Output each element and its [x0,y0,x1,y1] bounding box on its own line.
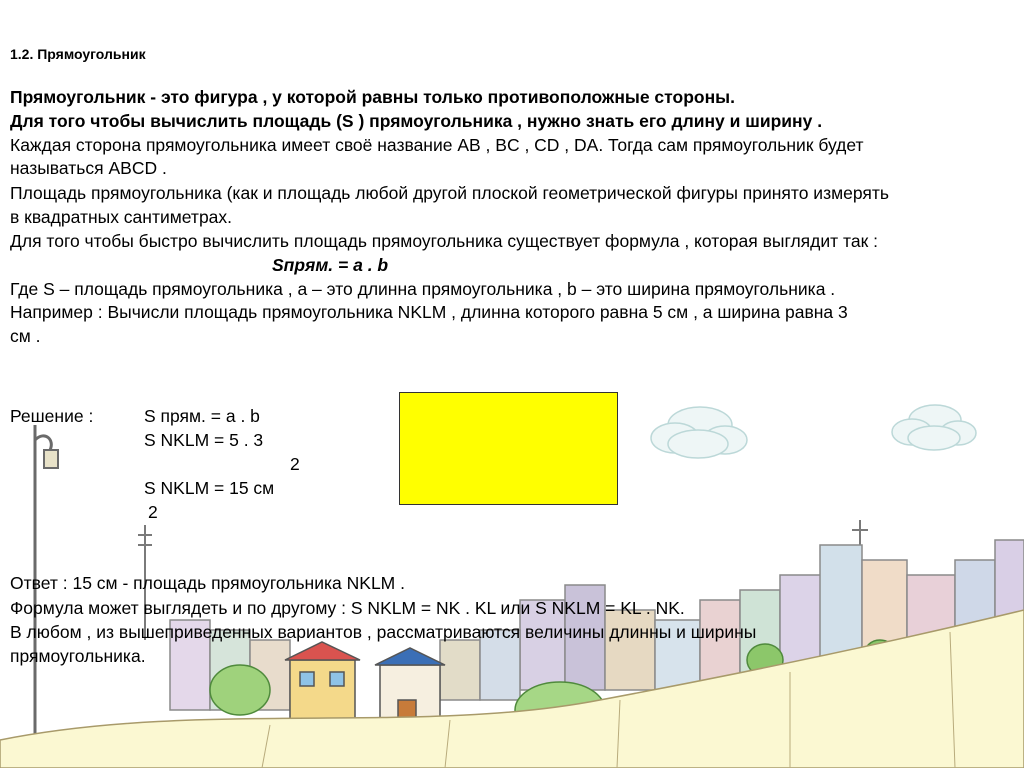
formula-explanation-line: Где S – площадь прямоугольника , a – это длинна прямоугольника , b – это ширина прямоугольника . [10,279,836,299]
sides-line-cont: называться ABCD . [10,158,167,178]
conclusion-line-cont: прямоугольника. [10,646,146,666]
solution-step-2-exponent: 2 [290,454,300,474]
conclusion-line: В любом , из вышеприведенных вариантов , рассматриваются величины длинны и ширины [10,622,757,642]
sides-line: Каждая сторона прямоугольника имеет своё название AB , BC , CD , DA. Тогда сам прямоугольник будет [10,135,864,155]
area-requirement-line: Для того чтобы вычислить площадь (S ) прямоугольника , нужно знать его длину и ширину . [10,111,823,131]
measure-line-cont: в квадратных сантиметрах. [10,207,233,227]
area-formula: Sпрям. = a . b [272,255,389,275]
solution-step-3-exponent: 2 [148,502,158,522]
formula-intro-line: Для того чтобы быстро вычислить площадь прямоугольника существует формула , которая выглядит так : [10,231,878,251]
example-line: Например : Вычисли площадь прямоугольника NKLM , длинна которого равна 5 см , а ширина равна 3 [10,302,848,322]
definition-line: Прямоугольник - это фигура , у которой равны только противоположные стороны. [10,87,735,107]
section-title: 1.2. Прямоугольник [10,46,146,62]
yellow-rectangle [399,392,618,505]
cloud-left [651,407,747,458]
alternate-formula-line: Формула может выглядеть и по другому : S NKLM = NK . KL или S NKLM = KL . NK. [10,598,685,618]
cloud-right [892,405,976,450]
measure-line: Площадь прямоугольника (как и площадь любой другой плоской геометрической фигуры принято измерять [10,183,889,203]
solution-step-1: S прям. = a . b [144,406,260,426]
solution-step-3: S NKLM = 15 см [144,478,275,498]
example-line-cont: см . [10,326,41,346]
answer-line: Ответ : 15 см - площадь прямоугольника NKLM . [10,573,405,593]
solution-step-2: S NKLM = 5 . 3 [144,430,264,450]
solution-label: Решение : [10,406,94,426]
